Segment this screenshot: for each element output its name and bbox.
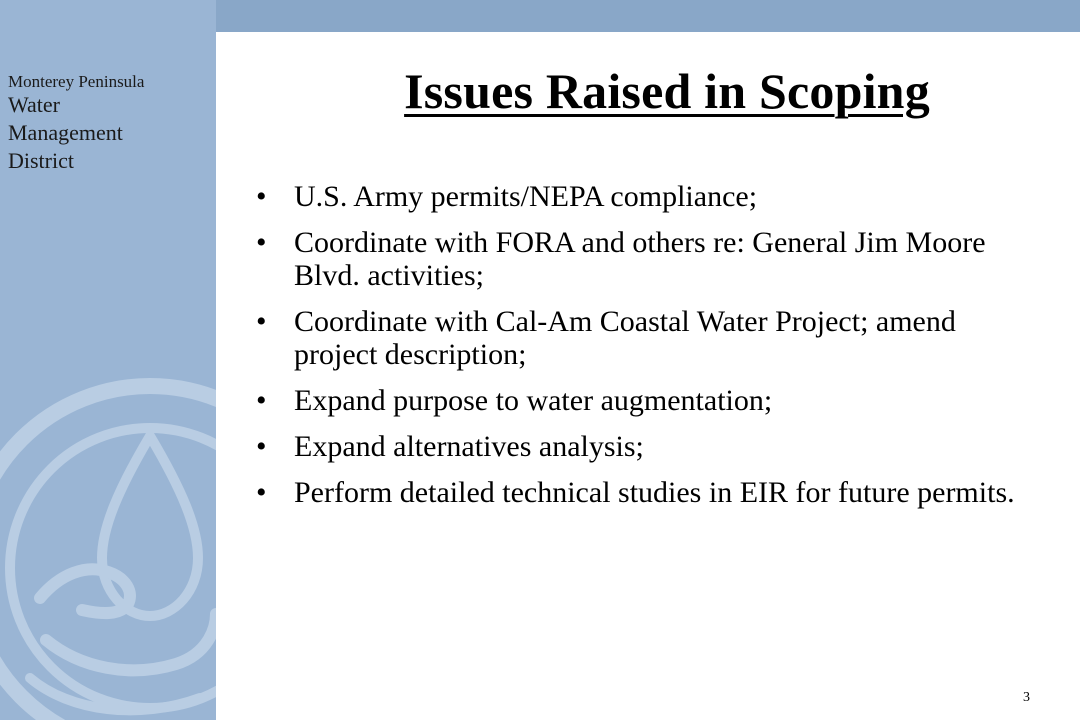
org-name-line-4: District (8, 148, 74, 174)
slide-content (216, 32, 1080, 720)
side-panel (0, 0, 216, 720)
org-name-line-2: Water (8, 92, 60, 118)
bullet-item (256, 180, 1046, 213)
organization-name (8, 72, 144, 175)
bullet-marker: • (256, 430, 267, 463)
bullet-item (256, 384, 1046, 417)
bullet-item (256, 476, 1046, 509)
water-drop-hand-logo-icon (0, 378, 216, 720)
bullet-marker: • (256, 226, 267, 259)
bullet-item (256, 226, 1046, 292)
bullet-text: Expand alternatives analysis; (294, 430, 644, 463)
bullet-text: Coordinate with FORA and others re: General Jim Moore Blvd. activities; (294, 226, 986, 292)
org-name-line-3: Management (8, 120, 123, 146)
bullet-text: Perform detailed technical studies in EIR for future permits. (294, 476, 1015, 509)
bullet-marker: • (256, 305, 267, 338)
bullet-marker: • (256, 476, 267, 509)
bullet-text: U.S. Army permits/NEPA compliance; (294, 180, 758, 213)
bullet-marker: • (256, 180, 267, 213)
slide-number: 3 (1023, 690, 1030, 705)
bullet-text: Coordinate with Cal-Am Coastal Water Project; amend project description; (294, 305, 956, 371)
bullet-list (256, 180, 1046, 522)
org-name-line-1: Monterey Peninsula (8, 72, 145, 91)
bullet-item (256, 430, 1046, 463)
slide-title: Issues Raised in Scoping (404, 63, 930, 119)
bullet-marker: • (256, 384, 267, 417)
bullet-item (256, 305, 1046, 371)
bullet-text: Expand purpose to water augmentation; (294, 384, 773, 417)
